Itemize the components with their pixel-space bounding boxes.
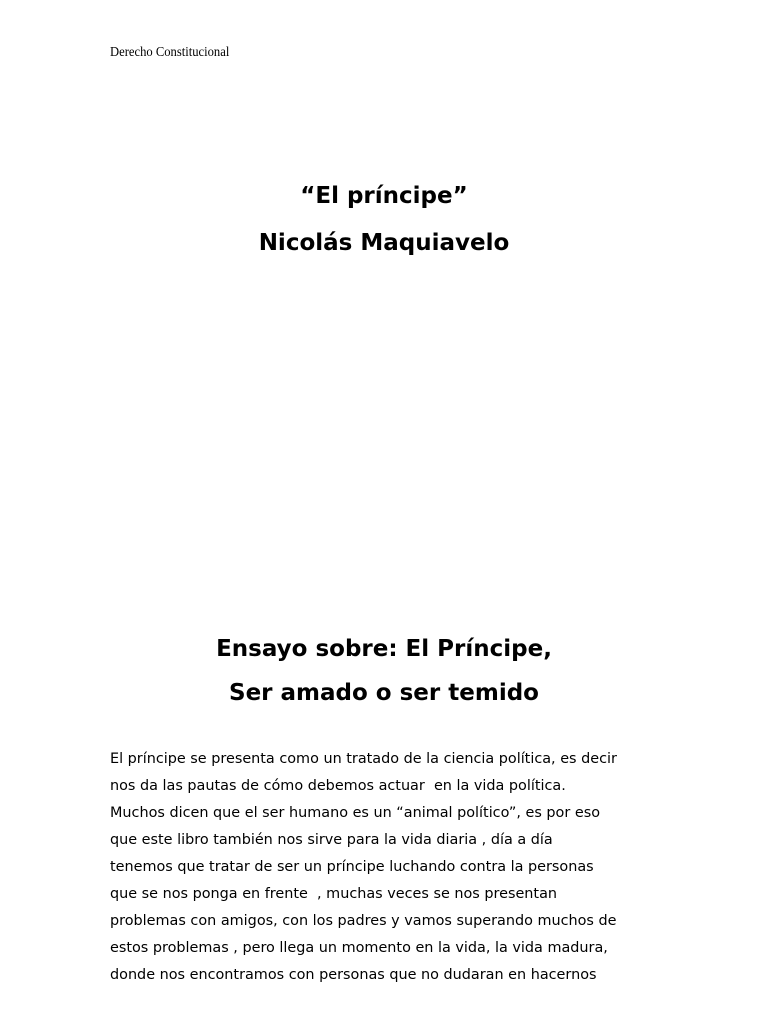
body-line: que este libro también nos sirve para la vida diaria , día a día (110, 832, 553, 848)
body-line: nos da las pautas de cómo debemos actuar en la vida política. (110, 778, 566, 794)
body-line: El príncipe se presenta como un tratado de la ciencia política, es decir (110, 751, 617, 767)
body-line: problemas con amigos, con los padres y vamos superando muchos de (110, 913, 617, 929)
running-header: Derecho Constitucional (110, 45, 230, 60)
body-line: que se nos ponga en frente , muchas veces se nos presentan (110, 886, 558, 902)
essay-heading-line-1: Ensayo sobre: El Príncipe, (216, 636, 552, 662)
book-author: Nicolás Maquiavelo (258, 230, 510, 256)
body-line: estos problemas , pero llega un momento en la vida, la vida madura, (110, 940, 608, 956)
body-line: donde nos encontramos con personas que no dudaran en hacernos (110, 967, 597, 983)
book-title: “El príncipe” (300, 183, 468, 209)
essay-heading-line-2: Ser amado o ser temido (229, 680, 539, 706)
body-line: Muchos dicen que el ser humano es un “animal político”, es por eso (110, 805, 601, 821)
body-line: tenemos que tratar de ser un príncipe luchando contra la personas (110, 859, 594, 875)
essay-body (110, 746, 670, 989)
